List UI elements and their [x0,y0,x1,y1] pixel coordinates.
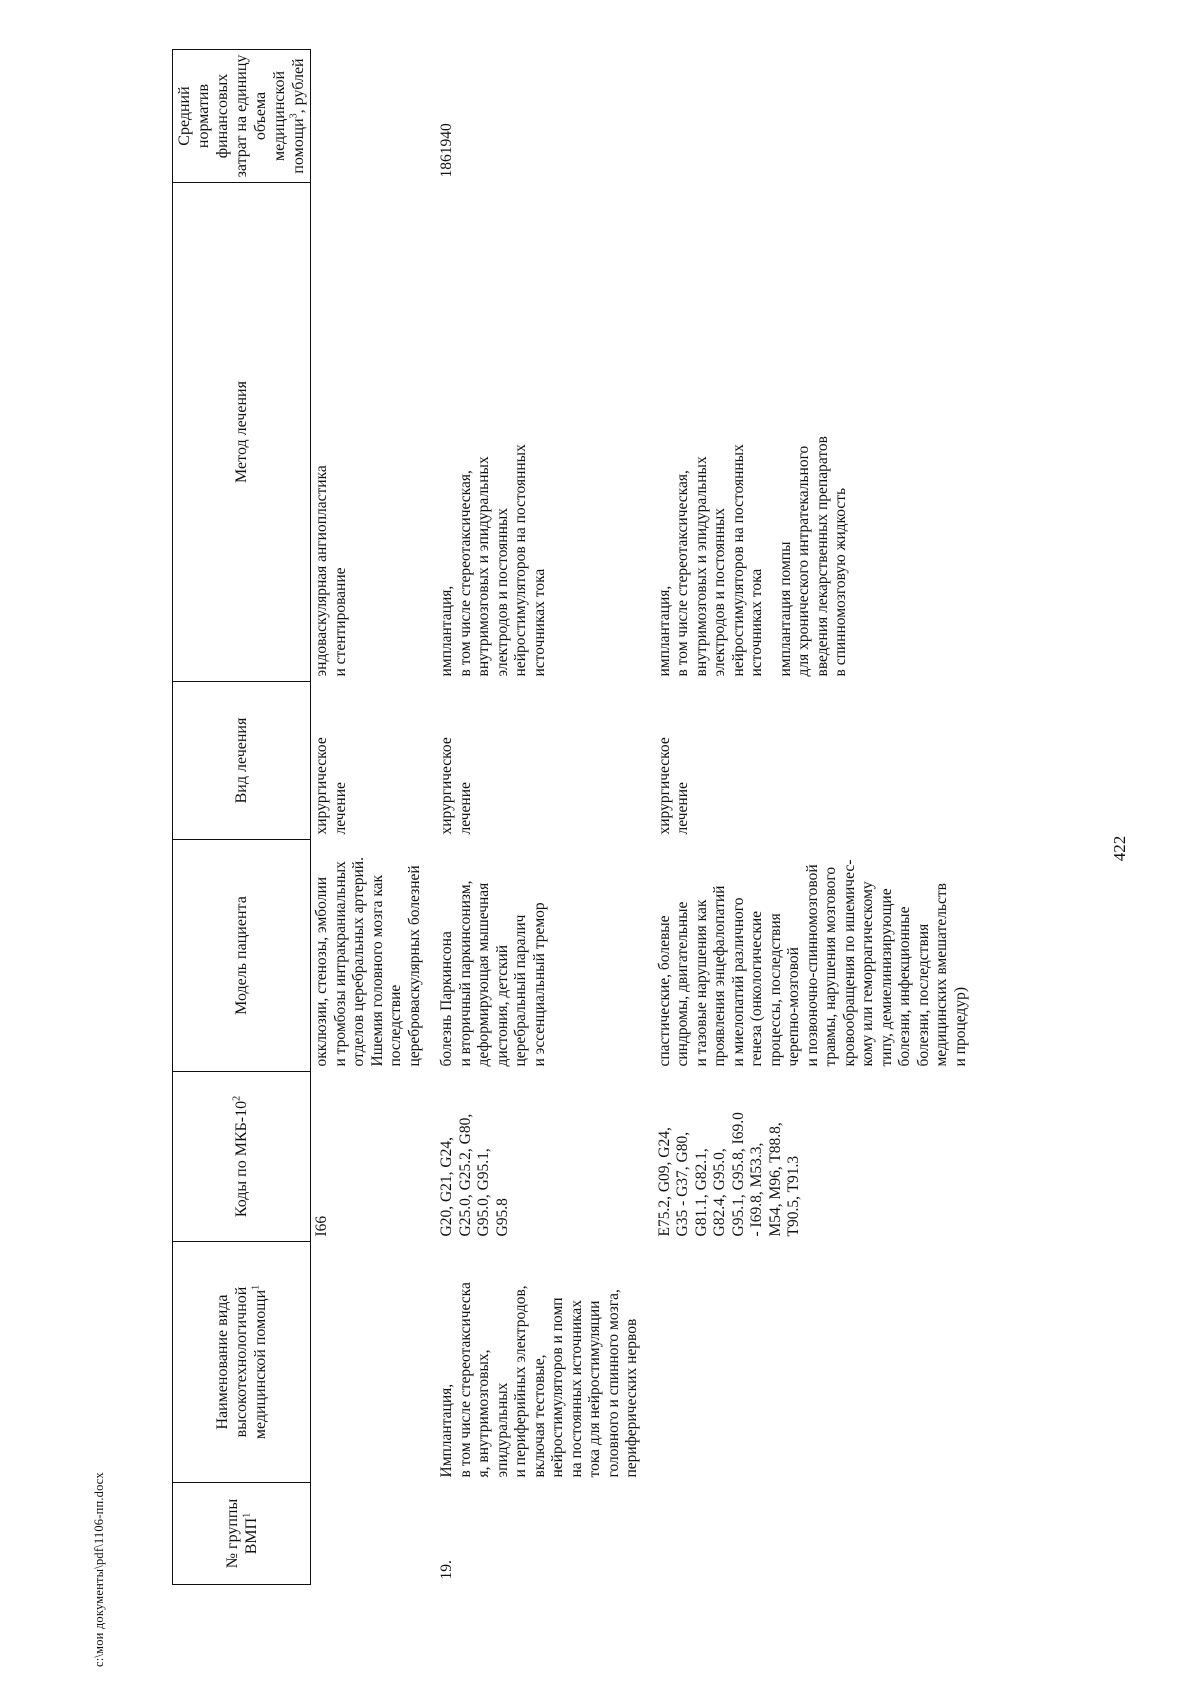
header-type: Вид лечения [173,682,311,840]
page-number: 422 [1110,835,1129,862]
table-header [173,50,311,1585]
table-row [311,50,439,1585]
cell-cost [656,50,985,183]
cell-cost: 1861940 [438,123,455,178]
cell-codes: I66 [313,1215,330,1237]
method-text: эндоваскулярная ангиопластика и стентирование [313,465,349,677]
cell-name: Имплантация, в том числе стереотаксическа я, внутримозговых, эпидуральных и периферийных электродов, включая тестовые, нейростимуляторов и помп на постоянных источниках тока для нейростимуляции головного и спинного мозга, периферических нервов [438,1282,640,1478]
cell-method [311,183,439,682]
header-group-no: № группы ВМП$^1$ [173,1483,311,1585]
method-text-2: имплантация помпы для хронического интратекального введения лекарственных препаратов в спинномозговую жидкость [776,436,849,677]
cell-method [656,183,985,682]
cell-method [438,183,656,682]
vmp-table [172,49,984,1585]
cell-codes: G20, G21, G24, G25.0, G25.2, G80, G95.0, G95.1, G95.8 [438,1113,511,1237]
cell-num [656,1483,985,1585]
cell-type: хирургическое лечение [313,737,349,835]
method-separator [767,188,777,677]
table-body [311,50,985,1585]
header-method: Метод лечения [173,183,311,682]
cell-model: окклюзии, стенозы, эмболии и тромбозы интракраниальных отделов церебральных артерий. Ишемия головного мозга как последствие цереброваскулярных болезней [313,857,423,1067]
cell-name [656,1242,985,1483]
table-row [438,50,656,1585]
cell-type: хирургическое лечение [655,737,691,835]
cell-codes: E75.2, G09, G24, G35 - G37, G80, G81.1, G82.1, G82.4, G95.0, G95.1, G95.8, I69.0 - I69.8, M53.3, M54, M96, T88.8, T90.5, T91.3 [655,1112,802,1237]
footer-file-path: c:\мои документы\pdf\1106-пп.docx [92,1472,106,1667]
cell-model: болезнь Паркинсона и вторичный паркинсонизм, деформирующая мышечная дистония, детский церебральный паралич и эссенциальный тремор [438,880,548,1067]
header-cost: Средний норматив финансовых затрат на единицу объема медицинской помощи$^3$, рублей [173,50,311,183]
method-text: имплантация, в том числе стереотаксическая, внутримозговых и эпидуральных электродов и постоянных нейростимуляторов на постоянных источниках тока [438,444,548,677]
cell-model: спастические, болевые синдромы, двигательные и тазовые нарушения как проявления энцефалопатий и миелопатий различного генеза (онкологические процессы, последствия черепно-мозговой и позвоночно-спинномозговой травмы, нарушения мозгового кровообращения по ишемичес- кому или геморрагическому типу, демиелинизирующие болезни, инфекционные болезни, последствия медицинских вмешательств и процедур) [655,859,969,1067]
table-row [656,50,985,1585]
header-name: Наименование вида высокотехнологичной медицинской помощи$^1$ [173,1242,311,1483]
cell-cost [311,50,439,183]
cell-name [311,1242,439,1483]
cell-num: 19. [438,1560,455,1580]
header-model: Модель пациента [173,840,311,1072]
header-codes: Коды по МКБ-$10^2$ [173,1072,311,1242]
cell-type: хирургическое лечение [438,737,474,835]
method-text: имплантация, в том числе стереотаксическая, внутримозговых и эпидуральных электродов и постоянных нейростимуляторов на постоянных источниках тока [655,444,765,677]
cell-num [311,1483,439,1585]
